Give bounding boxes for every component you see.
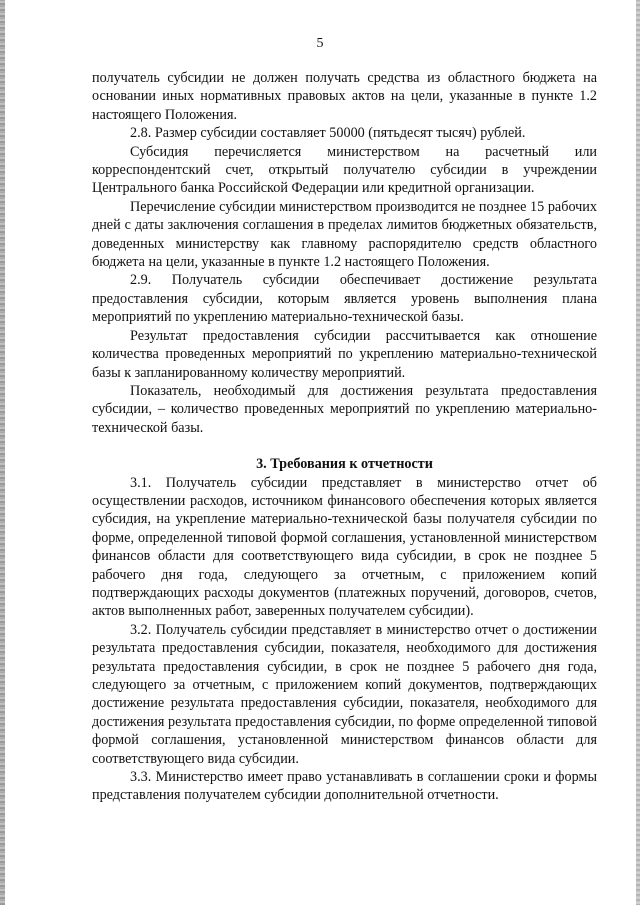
paragraph-subsidy-transfer: Субсидия перечисляется министерством на расчетный или корреспондентский счет, открытый получателю субсидии в учреждении Центрального банка Российской Федерации или кредитной организации. [92, 143, 597, 197]
paragraph-3-2: 3.2. Получатель субсидии представляет в министерство отчет о достижении результата предоставления субсидии, показателя, необходимого для достижения результата предоставления субсидии, в срок не позднее 5 рабочего дня года, следующего за отчетным, с приложением копий документов, подтверждающих достижение результата предоставления субсидии, показателя, необходимого для достижения результата предоставления субсидии, по форме определенной типовой формой соглашения, установленной министерством финансов области для соответствующего вида субсидии. [92, 621, 597, 767]
section-heading: 3. Требования к отчетности [256, 456, 433, 473]
paragraph-indicator: Показатель, необходимый для достижения результата предоставления субсидии, – количество проведенных мероприятий по укреплению материально-технической базы. [92, 382, 597, 436]
paragraph-2-8: 2.8. Размер субсидии составляет 50000 (пятьдесят тысяч) рублей. [130, 125, 526, 142]
document-body [92, 69, 597, 805]
paragraph-continuation: получатель субсидии не должен получать средства из областного бюджета на основании иных нормативных правовых актов на цели, указанные в пункте 1.2 настоящего Положения. [92, 70, 597, 123]
page-number: 5 [316, 36, 324, 51]
paragraph-2-9: 2.9. Получатель субсидии обеспечивает достижение результата предоставления субсидии, которым является уровень выполнения плана мероприятий по укреплению материально-технической базы. [92, 272, 597, 326]
paragraph-3-1: 3.1. Получатель субсидии представляет в министерство отчет об осуществлении расходов, источником финансового обеспечения которых является субсидия, на укрепление материально-технической базы получателя субсидии по форме, определенной типовой формой соглашения, установленной министерством финансов области для соответствующего вида субсидии, в срок не позднее 5 рабочего дня года, следующего за отчетным, с приложением копий подтверждающих расходы документов (платежных поручений, договоров, счетов, актов выполненных работ, заверенных получателем субсидии). [92, 474, 597, 620]
scan-edge-right [636, 0, 640, 905]
scan-edge-left [0, 0, 5, 905]
paragraph-transfer-deadline: Перечисление субсидии министерством производится не позднее 15 рабочих дней с даты заключения соглашения в пределах лимитов бюджетных обязательств, доведенных министерству как главному распорядителю средств областного бюджета на цели, указанные в пункте 1.2 настоящего Положения. [92, 198, 597, 271]
paragraph-result-calculation: Результат предоставления субсидии рассчитывается как отношение количества проведенных мероприятий по укреплению материально-технической базы к запланированному количеству мероприятий. [92, 327, 597, 381]
paragraph-3-3: 3.3. Министерство имеет право устанавливать в соглашении сроки и формы представления получателем субсидии дополнительной отчетности. [92, 769, 597, 804]
